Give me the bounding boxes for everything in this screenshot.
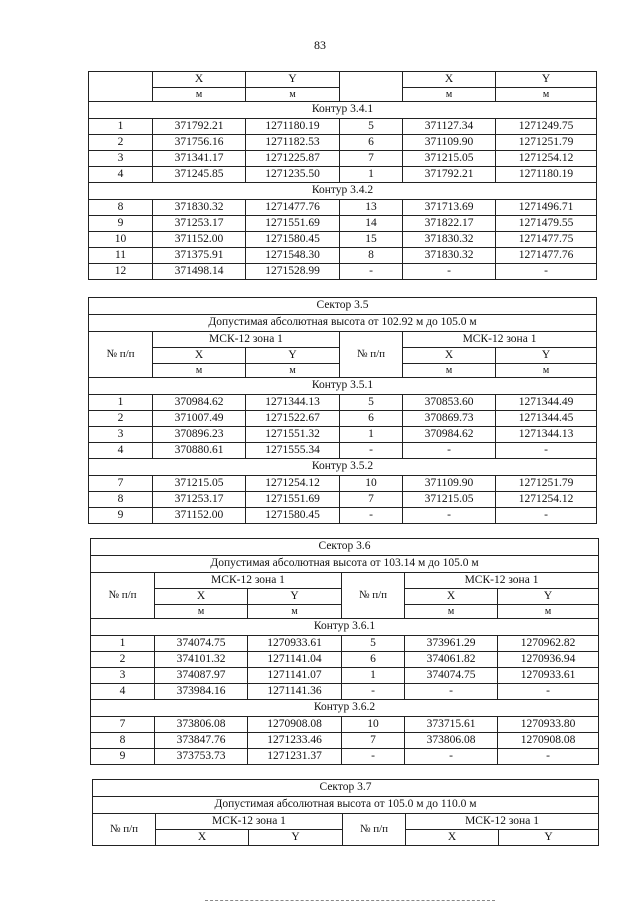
x-value: 371253.17 [153, 492, 246, 508]
sector-title: Сектор 3.5 [89, 298, 597, 315]
point-number: 4 [91, 684, 155, 700]
sector-title: Сектор 3.6 [91, 539, 599, 556]
y-value: 1270933.80 [498, 717, 599, 733]
point-number: 10 [89, 232, 153, 248]
y-value: 1271344.13 [496, 427, 597, 443]
page-number: 83 [314, 38, 326, 52]
point-number: 8 [340, 248, 403, 264]
x-value: 373753.73 [155, 749, 248, 765]
header-x: X [156, 830, 249, 846]
header-zone: МСК-12 зона 1 [155, 573, 342, 589]
contour-title: Контур 3.4.2 [89, 183, 597, 200]
coordinates-table-sector-3-6 [90, 538, 599, 765]
x-value: 371830.32 [403, 248, 496, 264]
y-value: 1271528.99 [246, 264, 340, 280]
y-value: 1271344.13 [246, 395, 340, 411]
point-number: 9 [91, 749, 155, 765]
table-row [89, 492, 597, 508]
x-value: 373806.08 [155, 717, 248, 733]
y-value: 1271249.75 [496, 119, 597, 135]
table-row [91, 636, 599, 652]
y-value: 1270962.82 [498, 636, 599, 652]
coordinates-table-sector-3-5 [88, 297, 597, 524]
header-x: X [153, 348, 246, 364]
point-number: 5 [340, 395, 403, 411]
x-value: 370984.62 [403, 427, 496, 443]
header-y: Y [499, 830, 599, 846]
y-value: 1271479.55 [496, 216, 597, 232]
y-value: 1271477.76 [246, 200, 340, 216]
x-value: 373715.61 [405, 717, 498, 733]
x-value: 374101.32 [155, 652, 248, 668]
y-value: - [496, 508, 597, 524]
table-row [89, 427, 597, 443]
x-value: 371830.32 [403, 232, 496, 248]
x-value: 371152.00 [153, 508, 246, 524]
y-value: 1270933.61 [248, 636, 342, 652]
y-value: 1271254.12 [496, 492, 597, 508]
x-value: - [403, 508, 496, 524]
y-value: 1271251.79 [496, 135, 597, 151]
x-value: 371215.05 [153, 476, 246, 492]
unit-label: м [246, 364, 340, 378]
contour-title: Контур 3.4.1 [89, 102, 597, 119]
point-number: 15 [340, 232, 403, 248]
unit-label: м [153, 364, 246, 378]
x-value: 371830.32 [153, 200, 246, 216]
header-y: Y [496, 72, 597, 88]
y-value: 1271141.36 [248, 684, 342, 700]
header-zone: МСК-12 зона 1 [406, 814, 599, 830]
y-value: - [498, 684, 599, 700]
header-x: X [155, 589, 248, 605]
table-row [89, 216, 597, 232]
x-value: 374074.75 [155, 636, 248, 652]
sector-title: Сектор 3.7 [93, 780, 599, 797]
y-value: 1271254.12 [246, 476, 340, 492]
point-number: 1 [342, 668, 405, 684]
y-value: 1271251.79 [496, 476, 597, 492]
x-value: 371215.05 [403, 492, 496, 508]
point-number: 10 [340, 476, 403, 492]
point-number: 8 [91, 733, 155, 749]
header-y: Y [496, 348, 597, 364]
table-row [91, 668, 599, 684]
x-value: 371375.91 [153, 248, 246, 264]
y-value: 1270908.08 [248, 717, 342, 733]
y-value: 1271477.76 [496, 248, 597, 264]
header-zone: МСК-12 зона 1 [156, 814, 343, 830]
table-row [89, 395, 597, 411]
x-value: 371792.21 [403, 167, 496, 183]
point-number: 1 [91, 636, 155, 652]
point-number: 14 [340, 216, 403, 232]
y-value: 1271180.19 [246, 119, 340, 135]
x-value: - [403, 264, 496, 280]
table-row [91, 684, 599, 700]
table-row [89, 232, 597, 248]
point-number: 13 [340, 200, 403, 216]
table-row [89, 508, 597, 524]
x-value: 374087.97 [155, 668, 248, 684]
point-number: 2 [89, 135, 153, 151]
x-value: 373961.29 [405, 636, 498, 652]
y-value: 1271580.45 [246, 508, 340, 524]
point-number: - [340, 508, 403, 524]
point-number: 6 [342, 652, 405, 668]
allowed-height: Допустимая абсолютная высота от 105.0 м до 110.0 м [93, 797, 599, 814]
contour-title: Контур 3.5.1 [89, 378, 597, 395]
unit-label: м [403, 88, 496, 102]
point-number: 4 [89, 167, 153, 183]
point-number: 5 [342, 636, 405, 652]
header-zone: МСК-12 зона 1 [403, 332, 597, 348]
point-number: 8 [89, 200, 153, 216]
header-y: Y [498, 589, 599, 605]
unit-label: м [248, 605, 342, 619]
header-blank [89, 72, 153, 102]
header-x: X [405, 589, 498, 605]
y-value: - [496, 443, 597, 459]
header-blank [340, 72, 403, 102]
point-number: 7 [340, 492, 403, 508]
point-number: 6 [340, 135, 403, 151]
point-number: - [342, 749, 405, 765]
y-value: 1270936.94 [498, 652, 599, 668]
x-value: 373847.76 [155, 733, 248, 749]
header-y: Y [246, 348, 340, 364]
coordinates-table-sector-3-4 [88, 71, 597, 280]
x-value: - [405, 749, 498, 765]
x-value: 371498.14 [153, 264, 246, 280]
unit-label: м [405, 605, 498, 619]
header-point-number: № п/п [89, 332, 153, 378]
y-value: 1271141.04 [248, 652, 342, 668]
x-value: - [405, 684, 498, 700]
table-row [89, 151, 597, 167]
y-value: 1271344.45 [496, 411, 597, 427]
point-number: 2 [89, 411, 153, 427]
x-value: 370869.73 [403, 411, 496, 427]
point-number: 6 [340, 411, 403, 427]
point-number: 4 [89, 443, 153, 459]
y-value: 1271344.49 [496, 395, 597, 411]
header-y: Y [246, 72, 340, 88]
point-number: 9 [89, 508, 153, 524]
x-value: 374074.75 [405, 668, 498, 684]
table-row [89, 135, 597, 151]
x-value: 371215.05 [403, 151, 496, 167]
point-number: 1 [340, 427, 403, 443]
x-value: 371109.90 [403, 135, 496, 151]
y-value: 1271141.07 [248, 668, 342, 684]
table-row [89, 264, 597, 280]
allowed-height: Допустимая абсолютная высота от 102.92 м до 105.0 м [89, 315, 597, 332]
point-number: 5 [340, 119, 403, 135]
point-number: - [342, 684, 405, 700]
y-value: 1270933.61 [498, 668, 599, 684]
point-number: 7 [340, 151, 403, 167]
point-number: 3 [89, 427, 153, 443]
y-value: 1271551.69 [246, 216, 340, 232]
y-value: 1270908.08 [498, 733, 599, 749]
y-value: 1271551.32 [246, 427, 340, 443]
header-x: X [403, 348, 496, 364]
x-value: - [403, 443, 496, 459]
point-number: 3 [91, 668, 155, 684]
unit-label: м [496, 88, 597, 102]
point-number: 2 [91, 652, 155, 668]
point-number: 7 [342, 733, 405, 749]
table-row [89, 119, 597, 135]
point-number: 1 [89, 395, 153, 411]
header-zone: МСК-12 зона 1 [153, 332, 340, 348]
y-value: 1271231.37 [248, 749, 342, 765]
y-value: - [498, 749, 599, 765]
point-number: 8 [89, 492, 153, 508]
x-value: 370896.23 [153, 427, 246, 443]
coordinates-table-sector-3-7 [92, 779, 599, 846]
header-zone: МСК-12 зона 1 [405, 573, 599, 589]
y-value: 1271580.45 [246, 232, 340, 248]
table-row [89, 248, 597, 264]
unit-label: м [246, 88, 340, 102]
contour-title: Контур 3.5.2 [89, 459, 597, 476]
y-value: 1271522.67 [246, 411, 340, 427]
x-value: 371152.00 [153, 232, 246, 248]
page-bottom-edge [205, 900, 495, 903]
x-value: 371109.90 [403, 476, 496, 492]
header-y: Y [248, 589, 342, 605]
point-number: 10 [342, 717, 405, 733]
unit-label: м [496, 364, 597, 378]
x-value: 371792.21 [153, 119, 246, 135]
point-number: - [340, 443, 403, 459]
x-value: 370880.61 [153, 443, 246, 459]
point-number: 1 [89, 119, 153, 135]
contour-title: Контур 3.6.1 [91, 619, 599, 636]
y-value: 1271548.30 [246, 248, 340, 264]
y-value: 1271235.50 [246, 167, 340, 183]
contour-title: Контур 3.6.2 [91, 700, 599, 717]
table-row [89, 200, 597, 216]
x-value: 371245.85 [153, 167, 246, 183]
point-number: 11 [89, 248, 153, 264]
y-value: - [496, 264, 597, 280]
header-point-number: № п/п [93, 814, 156, 846]
x-value: 371007.49 [153, 411, 246, 427]
table-row [91, 652, 599, 668]
table-row [91, 733, 599, 749]
table-row [89, 476, 597, 492]
header-x: X [403, 72, 496, 88]
y-value: 1271496.71 [496, 200, 597, 216]
y-value: 1271551.69 [246, 492, 340, 508]
y-value: 1271254.12 [496, 151, 597, 167]
table-row [91, 749, 599, 765]
header-point-number: № п/п [342, 573, 405, 619]
header-point-number: № п/п [340, 332, 403, 378]
x-value: 371253.17 [153, 216, 246, 232]
y-value: 1271180.19 [496, 167, 597, 183]
table-row [91, 717, 599, 733]
x-value: 370853.60 [403, 395, 496, 411]
table-row [89, 411, 597, 427]
x-value: 373806.08 [405, 733, 498, 749]
y-value: 1271233.46 [248, 733, 342, 749]
x-value: 371341.17 [153, 151, 246, 167]
point-number: 3 [89, 151, 153, 167]
point-number: 12 [89, 264, 153, 280]
table-row [89, 443, 597, 459]
x-value: 373984.16 [155, 684, 248, 700]
header-x: X [153, 72, 246, 88]
header-point-number: № п/п [91, 573, 155, 619]
x-value: 371713.69 [403, 200, 496, 216]
allowed-height: Допустимая абсолютная высота от 103.14 м до 105.0 м [91, 556, 599, 573]
unit-label: м [155, 605, 248, 619]
header-y: Y [249, 830, 343, 846]
unit-label: м [498, 605, 599, 619]
point-number: 7 [91, 717, 155, 733]
x-value: 374061.82 [405, 652, 498, 668]
unit-label: м [153, 88, 246, 102]
point-number: - [340, 264, 403, 280]
y-value: 1271555.34 [246, 443, 340, 459]
table-row [89, 167, 597, 183]
x-value: 370984.62 [153, 395, 246, 411]
y-value: 1271225.87 [246, 151, 340, 167]
header-point-number: № п/п [343, 814, 406, 846]
point-number: 9 [89, 216, 153, 232]
point-number: 7 [89, 476, 153, 492]
y-value: 1271182.53 [246, 135, 340, 151]
header-x: X [406, 830, 499, 846]
x-value: 371756.16 [153, 135, 246, 151]
point-number: 1 [340, 167, 403, 183]
y-value: 1271477.75 [496, 232, 597, 248]
x-value: 371127.34 [403, 119, 496, 135]
unit-label: м [403, 364, 496, 378]
x-value: 371822.17 [403, 216, 496, 232]
